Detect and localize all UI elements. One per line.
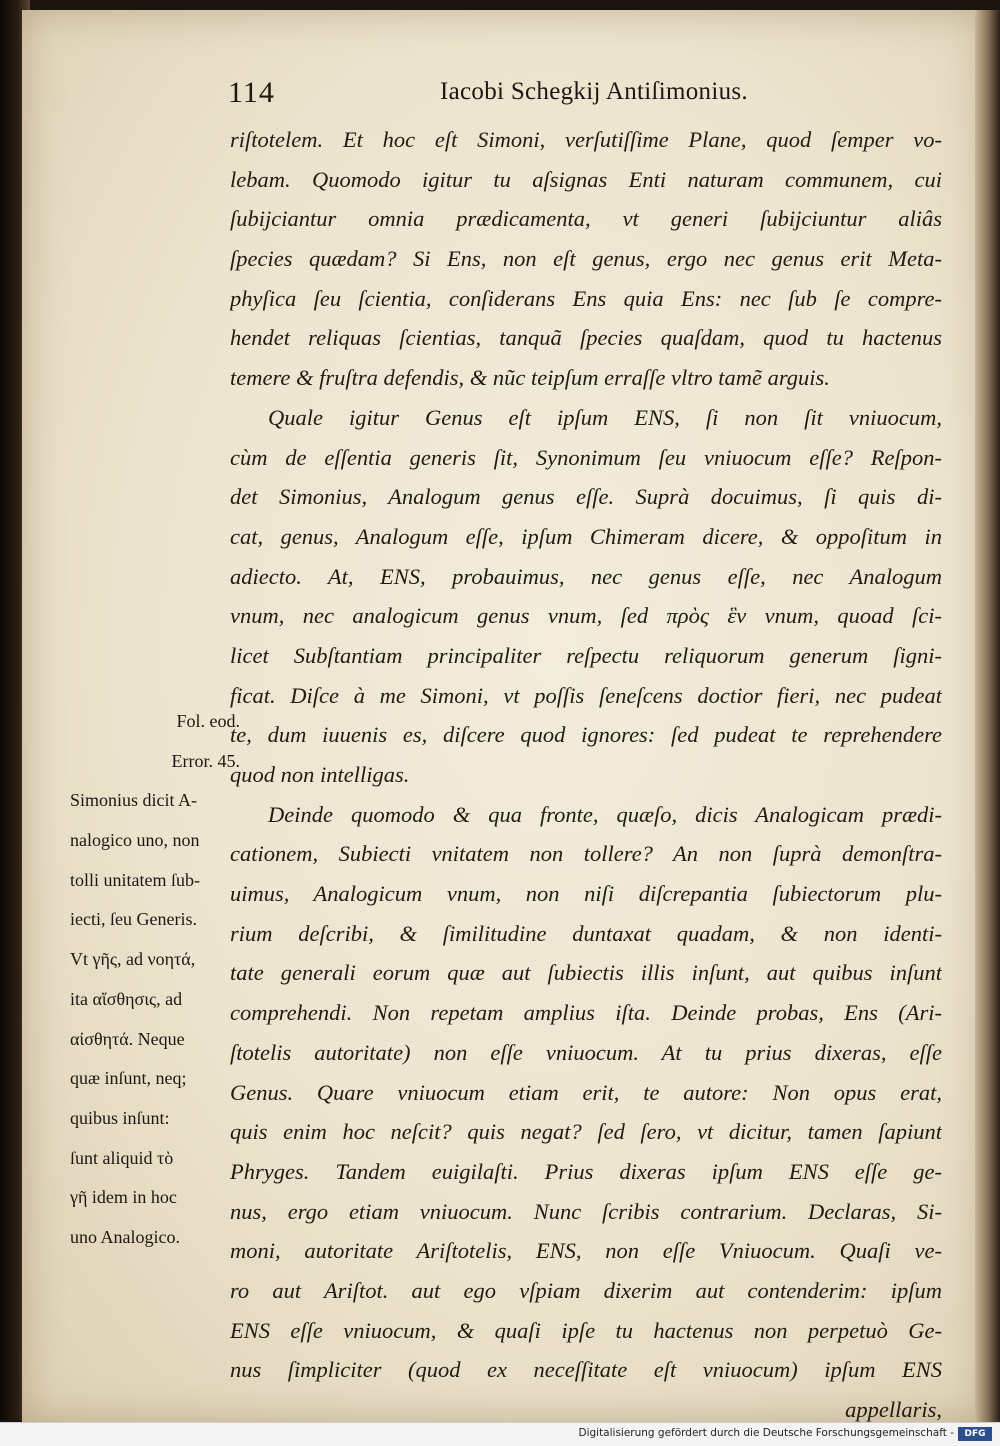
text-line: adiecto. At, ENS, probauimus, nec genus eſſe, nec Analogum (230, 563, 942, 589)
page-right-edge (975, 10, 1000, 1422)
marginal-note-line: Vt γῆς, ad νοητά, (70, 949, 196, 970)
text-line: det Simonius, Analogum genus eſſe. Suprà docuimus, ſi quis di- (230, 484, 942, 510)
footer-bar (0, 1422, 1000, 1446)
text-line: cationem, Subiecti vnitatem non tollere? An non ſuprà demonſtra- (230, 841, 942, 867)
marginal-note-line: ſunt aliquid τὸ (70, 1147, 174, 1168)
text-line: quod non intelligas. (230, 762, 410, 787)
text-line: quis enim hoc neſcit? quis negat? ſed ſero, vt dicitur, tamen ſapiunt (230, 1119, 942, 1145)
text-line: Quale igitur Genus eſt ipſum ENS, ſi non ſit vniuocum, (268, 404, 942, 430)
marginal-note-line: ita αἴσθησις, ad (70, 988, 183, 1009)
text-line: nus ſimpliciter (quod ex neceſſitate eſt vniuocum) ipſum ENS (230, 1357, 942, 1383)
text-line: cùm de eſſentia generis ſit, Synonimum ſeu vniuocum eſſe? Reſpon- (230, 444, 942, 470)
marginal-note-line: quæ inſunt, neq; (70, 1068, 187, 1089)
text-line: Genus. Quare vniuocum etiam erit, te autore: Non opus erat, (230, 1079, 942, 1105)
text-line: licet Subſtantiam principaliter reſpectu reliquorum generum ſigni- (230, 642, 942, 668)
text-line: ficat. Diſce à me Simoni, vt poſſis ſeneſcens doctior fieri, nec pudeat (230, 682, 942, 708)
marginal-note-line: Error. 45. (171, 750, 240, 771)
text-line: riſtotelem. Et hoc eſt Simoni, verſutiſſime Plane, quod ſemper vo- (230, 127, 942, 152)
text-line: moni, autoritate Ariſtotelis, ENS, non eſſe Vniuocum. Quaſi ve- (230, 1238, 942, 1264)
text-line: lebam. Quomodo igitur tu aſsignas Enti naturam communem, cui (230, 166, 942, 192)
text-line: Deinde quomodo & qua fronte, quæſo, dicis Analogicam prædi- (268, 801, 942, 827)
text-line: Phryges. Tandem euigilaſti. Prius dixeras ipſum ENS eſſe ge- (230, 1158, 942, 1184)
body-text (230, 120, 942, 1430)
marginal-note-line: iecti, ſeu Generis. (70, 909, 197, 930)
text-line: ſtotelis autoritate) non eſſe vniuocum. At tu prius dixeras, eſſe (230, 1039, 942, 1065)
text-line: rium deſcribi, & ſimilitudine duntaxat quadam, & non identi- (230, 920, 942, 946)
page-header (228, 76, 768, 116)
text-line: nus, ergo etiam vniuocum. Nunc ſcribis contrarium. Declaras, Si- (230, 1198, 942, 1224)
text-line: phyſica ſeu ſcientia, conſiderans Ens quia Ens: nec ſub ſe compre- (230, 285, 942, 311)
marginal-note-line: uno Analogico. (70, 1226, 180, 1247)
text-line: ENS eſſe vniuocum, & quaſi ipſe tu hactenus non perpetuò Ge- (230, 1317, 942, 1343)
marginal-note-line: nalogico uno, non (70, 830, 200, 851)
marginal-note-line: Fol. eod. (176, 711, 240, 731)
text-line: tate generali eorum quæ aut ſubiectis illis inſunt, aut quibus inſunt (230, 960, 942, 986)
text-line: te, dum iuuenis es, diſcere quod ignores: ſed pudeat te reprehendere (230, 722, 942, 748)
marginal-note-line: tolli unitatem ſub- (70, 869, 200, 890)
text-line: temere & fruſtra defendis, & nũc teipſum erraſſe vltro tamẽ arguis. (230, 365, 830, 391)
page-number: 114 (228, 76, 275, 109)
marginal-note-line: αἰσθητά. Neque (70, 1028, 185, 1049)
marginal-notes (70, 702, 240, 1258)
marginal-note-line: γῆ idem in hoc (70, 1187, 177, 1208)
text-line: hendet reliquas ſcientias, tanquã ſpecies quaſdam, quod tu hactenus (230, 325, 942, 351)
catchword: appellaris, (845, 1397, 942, 1422)
marginal-note-line: quibus inſunt: (70, 1107, 170, 1128)
text-line: ſpecies quædam? Si Ens, non eſt genus, ergo nec genus erit Meta- (230, 246, 942, 272)
text-line: uimus, Analogicum vnum, non niſi diſcrepantia ſubiectorum plu- (230, 881, 942, 907)
text-line: cat, genus, Analogum eſſe, ipſum Chimeram dicere, & oppoſitum in (230, 523, 942, 549)
text-line: vnum, nec analogicum genus vnum, ſed πρὸς ἓν vnum, quoad ſci- (230, 603, 942, 629)
dfg-logo-icon: DFG (958, 1427, 992, 1441)
text-line: comprehendi. Non repetam amplius iſta. Deinde probas, Ens (Ari- (230, 1000, 942, 1026)
text-line: ro aut Ariſtot. aut ego vſpiam dixerim aut contenderim: ipſum (230, 1277, 942, 1303)
marginal-note-line: Simonius dicit A- (70, 790, 198, 811)
funding-credit: Digitalisierung gefördert durch die Deutsche Forschungsgemeinschaft - (578, 1427, 954, 1439)
text-line: ſubijciantur omnia prædicamenta, vt generi ſubijciuntur aliâs (230, 206, 942, 232)
running-title: Iacobi Schegkij Antiſimonius. (440, 78, 748, 105)
